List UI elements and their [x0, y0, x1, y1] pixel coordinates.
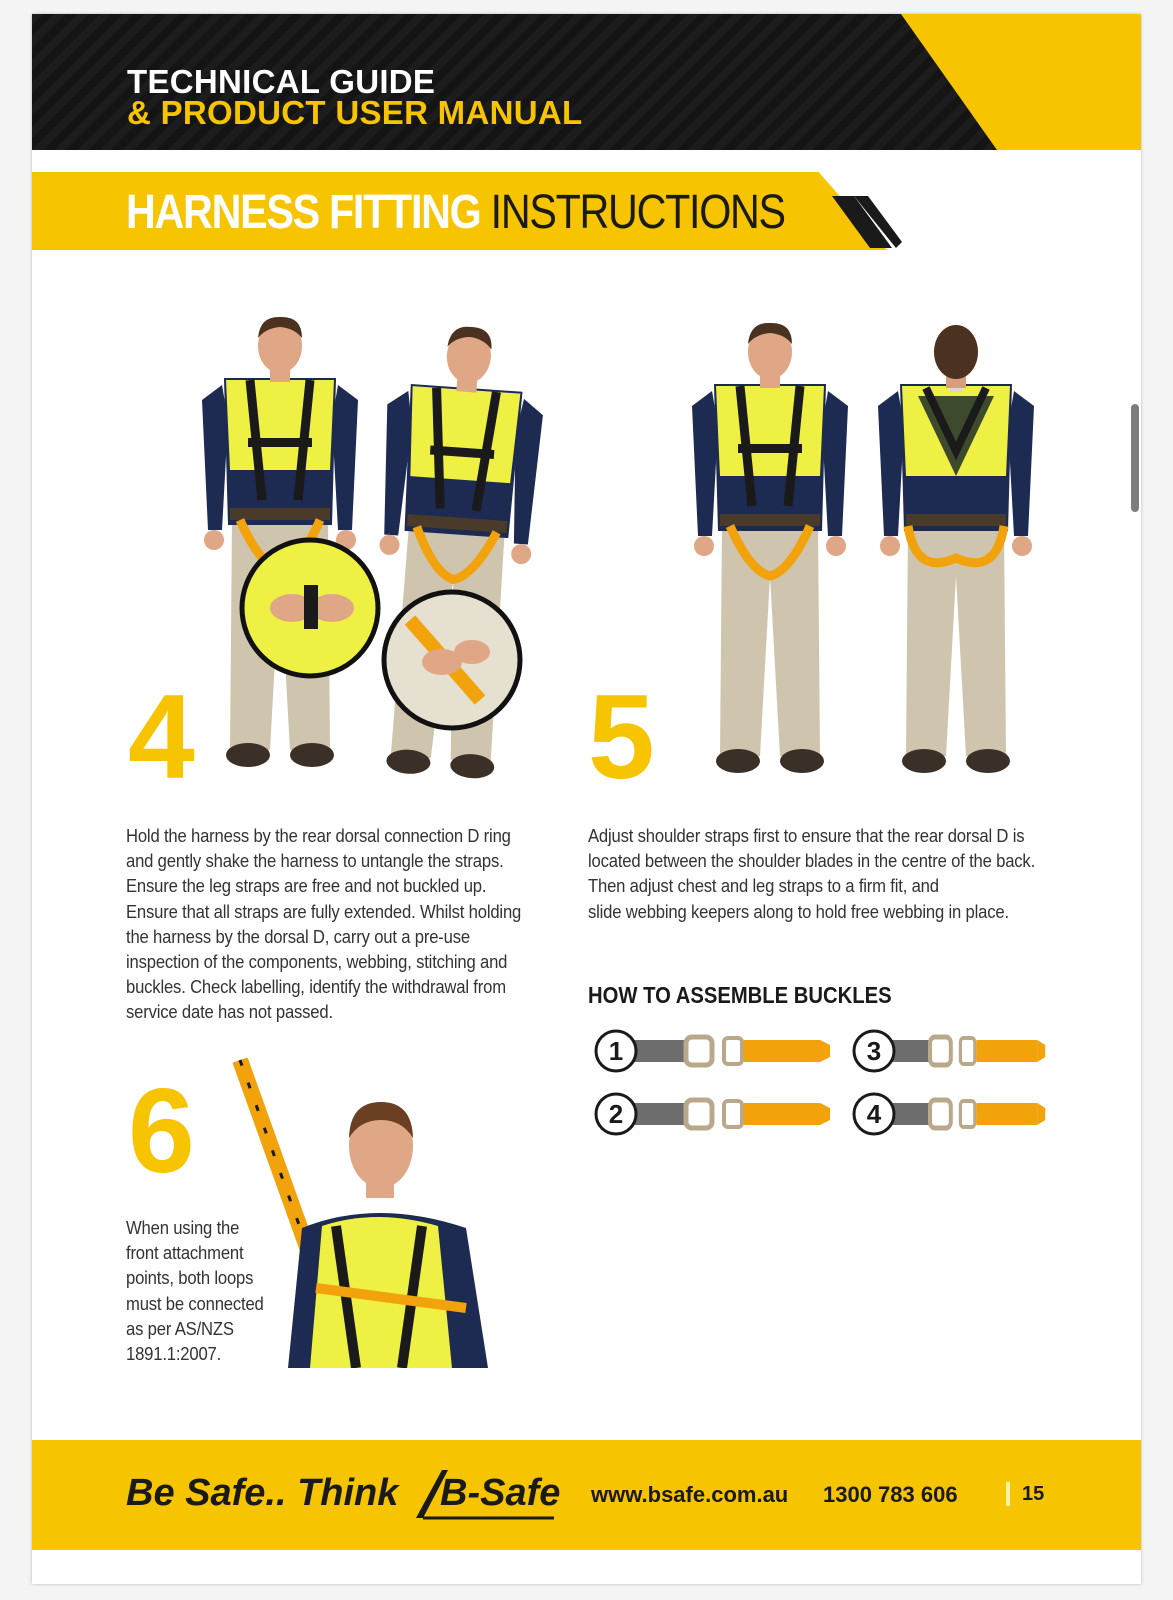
step-5-line: slide webbing keepers along to hold free webbing in place. [588, 900, 1009, 922]
step-5-photo [690, 296, 1050, 796]
step-6-number: 6 [128, 1064, 195, 1198]
footer-website[interactable]: www.bsafe.com.au [591, 1482, 789, 1507]
step-4-line: service date has not passed. [126, 1001, 333, 1023]
page-number: 15 [1022, 1483, 1045, 1505]
step-6-line: When using the [126, 1217, 240, 1238]
step-4-line: Ensure that all straps are fully extended. Whilst holding [126, 900, 522, 922]
section-title-regular: INSTRUCTIONS [490, 186, 785, 239]
document-title [127, 63, 583, 131]
step-6-line: must be connected [126, 1292, 264, 1314]
step-6-text [126, 1215, 264, 1366]
step-4-line: Hold the harness by the rear dorsal connection D ring [126, 825, 511, 846]
buckle-step-3-badge [854, 1031, 894, 1071]
section-title [126, 186, 785, 240]
step-4-number: 4 [128, 670, 195, 804]
svg-text:1: 1 [608, 1036, 624, 1066]
document-title-line2: & PRODUCT USER MANUAL [127, 94, 583, 131]
step-4-line: inspection of the components, webbing, stitching and [126, 951, 508, 973]
step-4-line: buckles. Check labelling, identify the withdrawal from [126, 976, 506, 998]
step-4-line: and gently shake the harness to untangle the straps. [126, 850, 504, 872]
step-5-line: located between the shoulder blades in the centre of the back. [588, 850, 1036, 872]
step-6-line: 1891.1:2007. [126, 1343, 222, 1365]
step-5-number: 5 [588, 670, 655, 804]
step-6-line: front attachment [126, 1242, 244, 1264]
scrollbar-thumb[interactable] [1131, 404, 1139, 512]
step-4-text [126, 823, 521, 1025]
step-5-line: Adjust shoulder straps first to ensure that the rear dorsal D is [588, 825, 1025, 846]
footer-brand: B-Safe [440, 1472, 561, 1514]
buckles-heading: HOW TO ASSEMBLE BUCKLES [588, 982, 892, 1008]
step-6-photo [226, 1058, 516, 1368]
buckle-step-2-badge [596, 1094, 636, 1134]
section-title-bold: HARNESS FITTING [126, 186, 481, 239]
svg-text:4: 4 [866, 1099, 882, 1129]
chevron-arrow-icon [832, 196, 902, 248]
footer-slogan: Be Safe.. Think [126, 1472, 399, 1514]
step-4-line: the harness by the dorsal D, carry out a pre-use [126, 925, 470, 947]
buckle-step-1-badge [596, 1031, 636, 1071]
footer-phone: 1300 783 606 [823, 1482, 958, 1507]
step-6-line: points, both loops [126, 1267, 254, 1289]
buckle-diagram [588, 1018, 1048, 1148]
step-5-line: Then adjust chest and leg straps to a firm fit, and [588, 875, 939, 897]
step-6-line: as per AS/NZS [126, 1317, 234, 1339]
step-5-text [588, 823, 1035, 924]
document-title-line1: TECHNICAL GUIDE [127, 63, 436, 100]
svg-text:3: 3 [866, 1036, 882, 1066]
svg-text:2: 2 [608, 1099, 624, 1129]
footer-separator [1006, 1482, 1010, 1506]
step-4-photo [160, 290, 560, 790]
step-4-line: Ensure the leg straps are free and not buckled up. [126, 875, 487, 897]
buckle-step-4-badge [854, 1094, 894, 1134]
